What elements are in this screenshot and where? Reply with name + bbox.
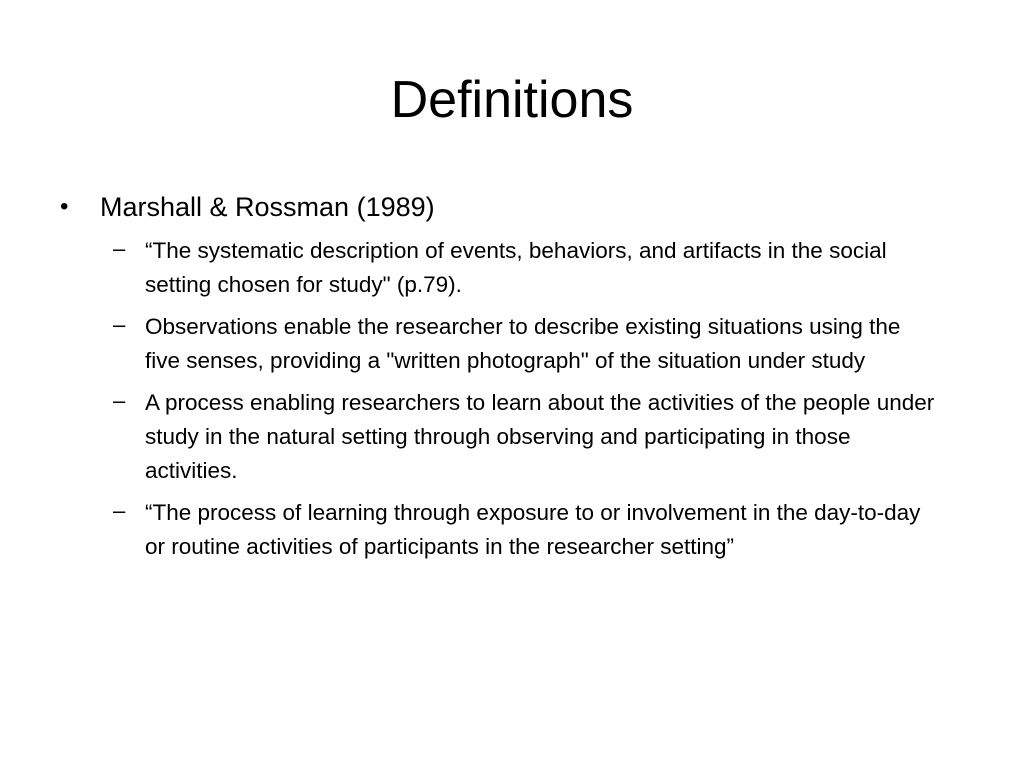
slide-content bbox=[60, 188, 960, 572]
bullet-item bbox=[60, 188, 960, 226]
sub-bullet-item bbox=[60, 234, 960, 302]
dash-icon: – bbox=[113, 498, 126, 523]
sub-bullet-text: “The systematic description of events, behaviors, and artifacts in the social setting chosen for study" (p.79). bbox=[145, 238, 887, 297]
sub-bullet-text: “The process of learning through exposure to or involvement in the day-to-day or routine activities of participants in the researcher setting” bbox=[145, 500, 921, 559]
sub-bullet-text: A process enabling researchers to learn about the activities of the people under study in the natural setting through observing and participating in those activities. bbox=[145, 390, 935, 483]
dash-icon: – bbox=[113, 236, 126, 261]
bullet-dot-icon: • bbox=[60, 193, 69, 220]
sub-bullet-item bbox=[60, 310, 960, 378]
sub-bullet-item bbox=[60, 496, 960, 564]
sub-bullet-item bbox=[60, 386, 960, 488]
dash-icon: – bbox=[113, 388, 126, 413]
sub-bullet-text: Observations enable the researcher to describe existing situations using the five senses, providing a "written photograph" of the situation under study bbox=[145, 314, 901, 373]
dash-icon: – bbox=[113, 312, 126, 337]
slide-title: Definitions bbox=[390, 71, 634, 129]
bullet-text: Marshall & Rossman (1989) bbox=[100, 192, 435, 222]
sub-bullet-list bbox=[60, 234, 960, 564]
